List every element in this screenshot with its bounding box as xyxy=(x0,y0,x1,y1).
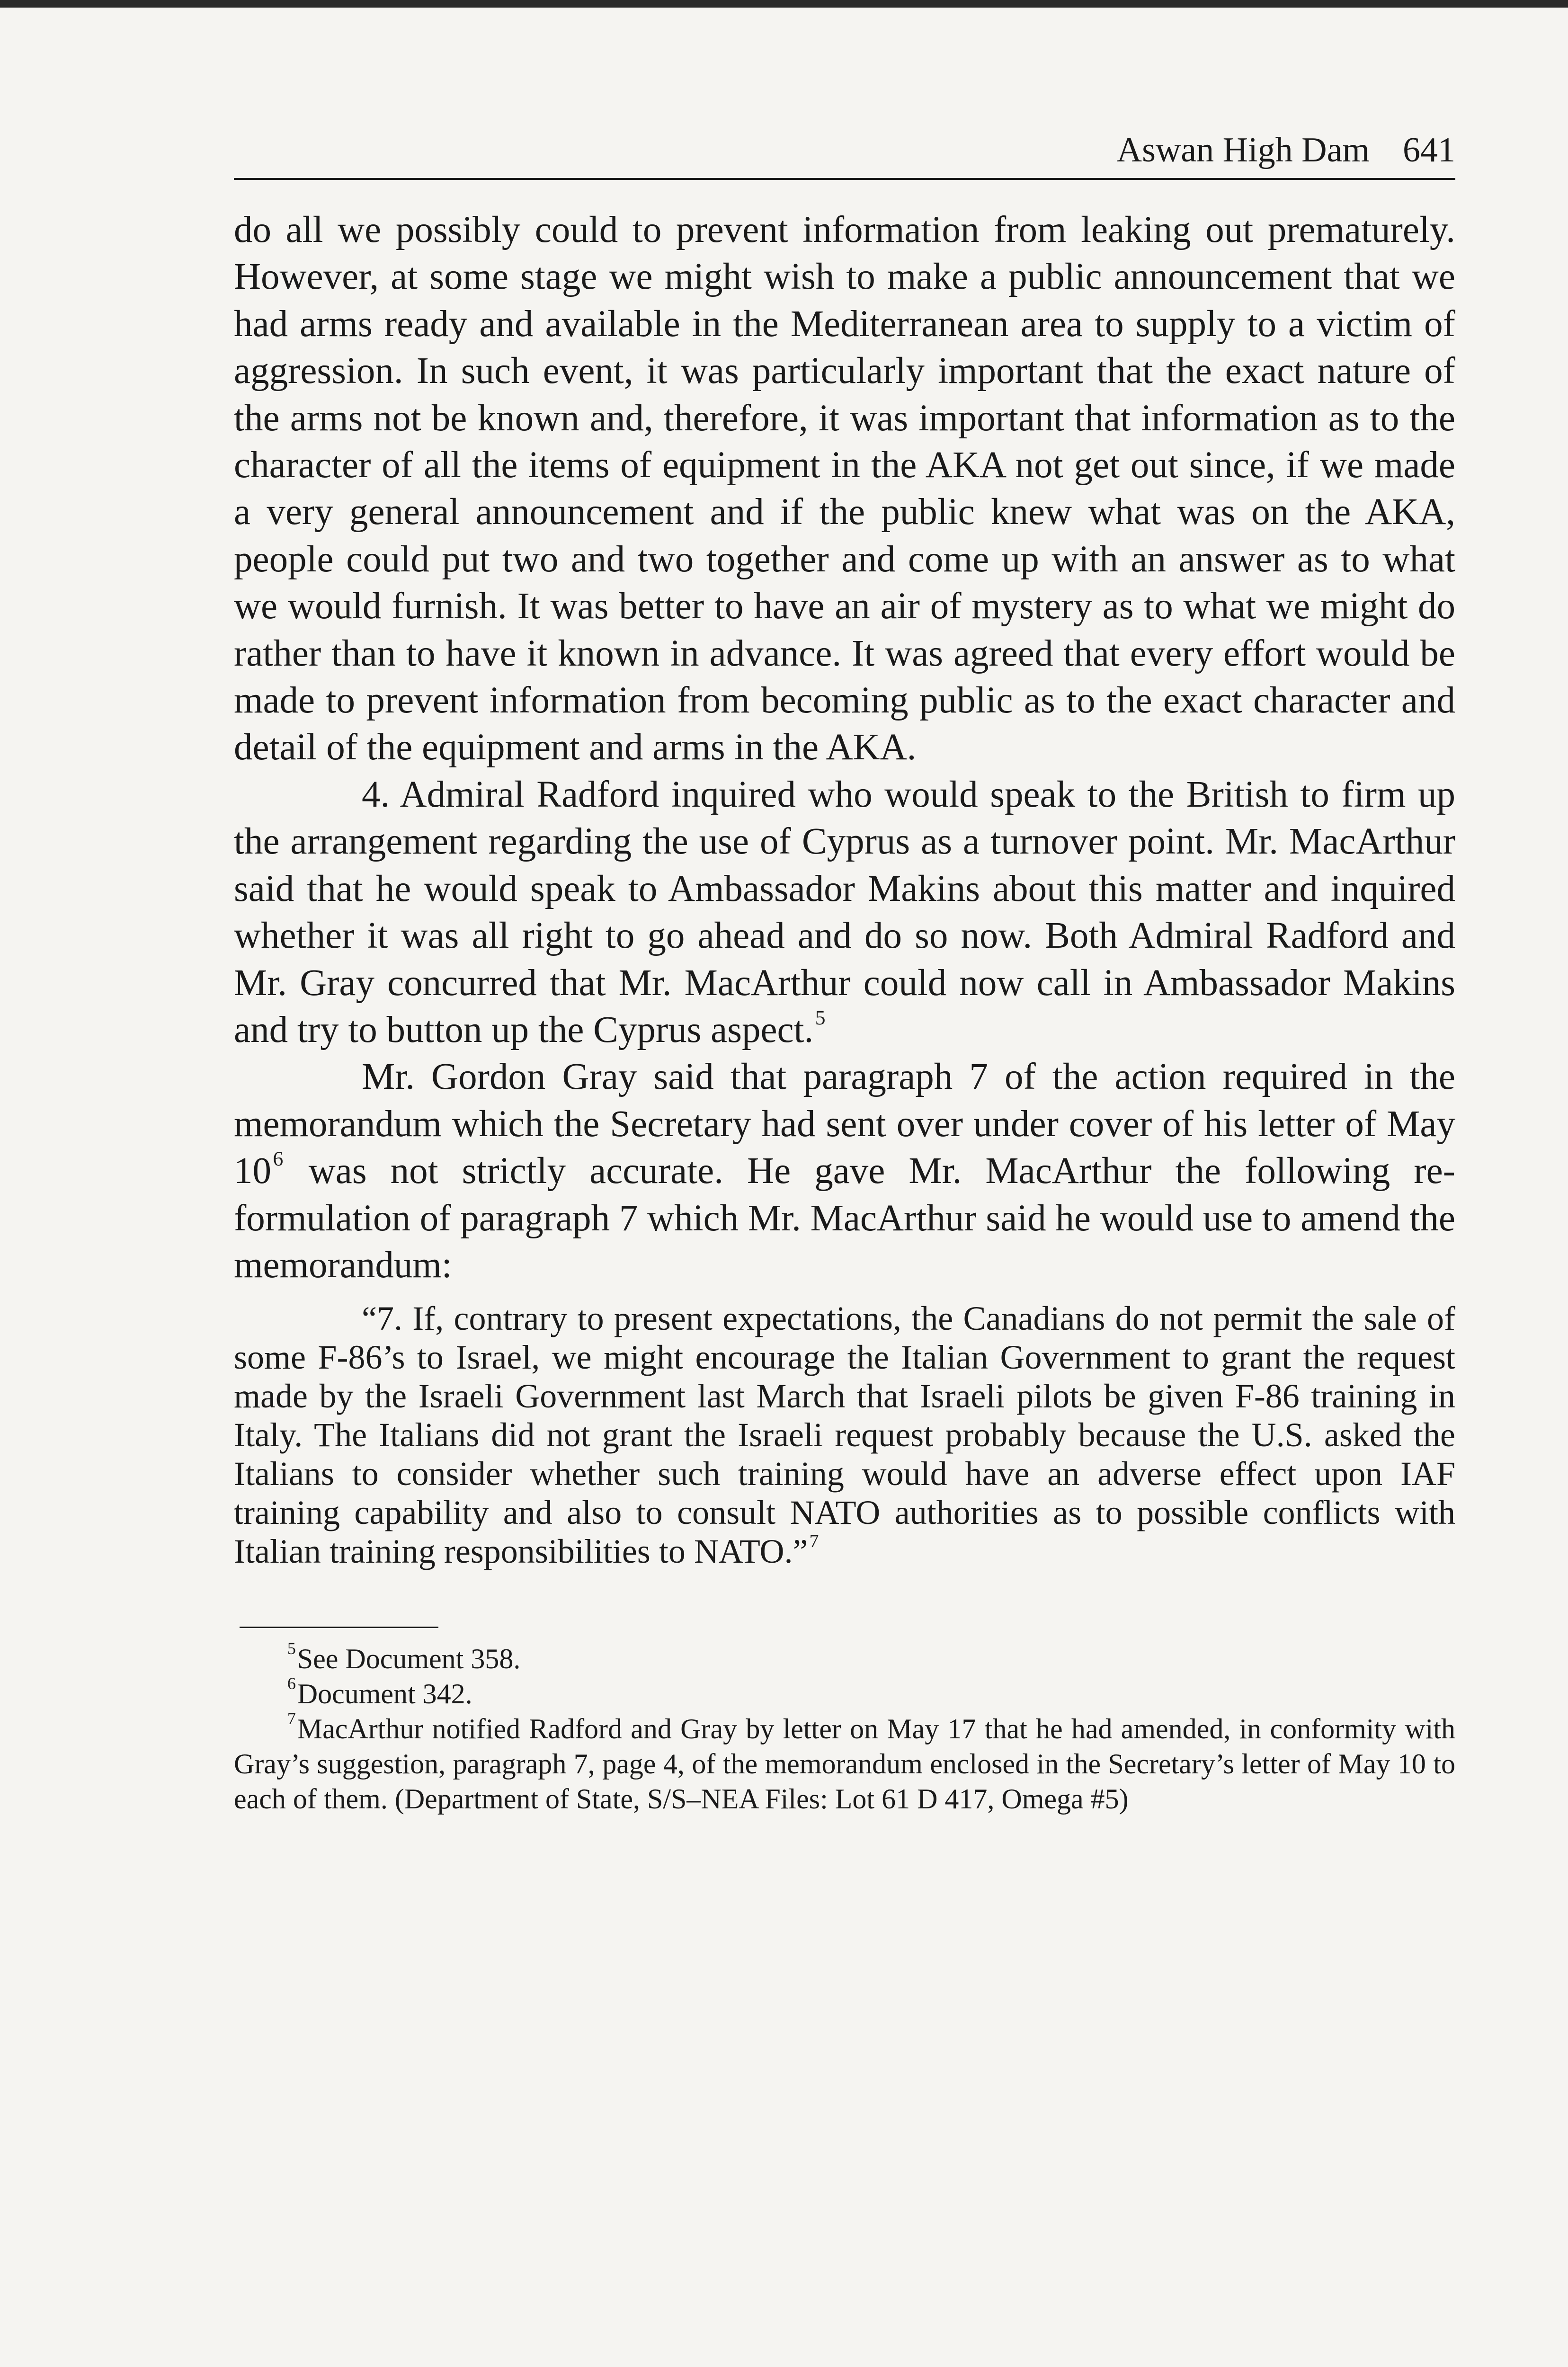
footnote-6-text: Document 342. xyxy=(297,1678,472,1710)
footnote-5 xyxy=(234,1638,1455,1676)
paragraph-continuation: do all we possibly could to prevent information from leaking out prematurely. However, at some stage we might wish to make a public announcement that we had arms ready and available in the Mediterranean area to supply to a victim of aggression. In such event, it was particularly important that the exact nature of the arms not be known and, therefore, it was important that information as to the character of all the items of equipment in the AKA not get out since, if we made a very general announcement and if the public knew what was on the AKA, people could put two and two together and come up with an answer as to what we would furnish. It was better to have an air of mystery as to what we might do rather than to have it known in advance. It was agreed that every effort would be made to prevent information from becoming public as to the exact character and detail of the equipment and arms in the AKA. xyxy=(234,209,1455,768)
block-quote xyxy=(234,1299,1455,1571)
page-number: 641 xyxy=(1403,131,1455,169)
document-page xyxy=(234,133,1455,1816)
footnote-7-number: 7 xyxy=(287,1709,296,1728)
footnotes xyxy=(234,1638,1455,1816)
top-border-rule xyxy=(0,0,1568,8)
quoted-paragraph-7 xyxy=(234,1299,1455,1571)
running-header xyxy=(234,133,1455,180)
footnote-6 xyxy=(234,1673,1455,1711)
footnote-7-text: MacArthur notified Radford and Gray by letter on May 17 that he had amended, in conformity with Gray’s suggestion, paragraph 7, page 4, of the memorandum enclosed in the Secretary’s letter of May 10 to each of them. (Department of State, S/S–NEA Files: Lot 61 D 417, Omega #5) xyxy=(234,1713,1455,1815)
footnote-ref-5: 5 xyxy=(815,1006,826,1029)
footnote-ref-6: 6 xyxy=(273,1148,284,1171)
footnote-separator xyxy=(240,1627,438,1628)
paragraph-item-4-text: 4. Admiral Radford inquired who would speak to the British to firm up the arrangement regarding the use of Cyprus as a turnover point. Mr. MacArthur said that he would speak to Ambassador Makins about this matter and inquired whether it was all right to go ahead and do so now. Both Admiral Radford and Mr. Gray concurred that Mr. MacArthur could now call in Ambassador Makins and try to button up the Cyprus aspect. xyxy=(234,774,1455,1050)
footnote-5-number: 5 xyxy=(287,1638,296,1658)
paragraph-gray-text-b: was not strictly accurate. He gave Mr. MacArthur the following re-formulation of paragraph 7 which Mr. MacArthur said he would use to amend the memorandum: xyxy=(234,1150,1455,1286)
footnote-6-number: 6 xyxy=(287,1673,296,1693)
footnote-5-text: See Document 358. xyxy=(297,1643,521,1675)
running-title: Aswan High Dam xyxy=(1116,131,1370,169)
paragraph-gray-text-a: Mr. Gordon Gray said that paragraph 7 of the action required in the memorandum which the Secretary had sent over under cover of his letter of May 10 xyxy=(234,1056,1455,1192)
body-text xyxy=(234,206,1455,1289)
footnote-7 xyxy=(234,1711,1455,1816)
footnote-ref-7: 7 xyxy=(809,1530,819,1551)
paragraph-gray-statement xyxy=(234,1053,1455,1289)
quoted-paragraph-7-text: “7. If, contrary to present expectations, the Canadians do not permit the sale of some F-86’s to Israel, we might encourage the Italian Government to grant the request made by the Israeli Government last March that Israeli pilots be given F-86 training in Italy. The Italians did not grant the Israeli request probably because the U.S. asked the Italians to consider whether such training would have an adverse effect upon IAF training capability and also to consult NATO authorities as to possible conflicts with Italian training responsibilities to NATO.” xyxy=(234,1299,1455,1571)
paragraph-item-4 xyxy=(234,771,1455,1053)
